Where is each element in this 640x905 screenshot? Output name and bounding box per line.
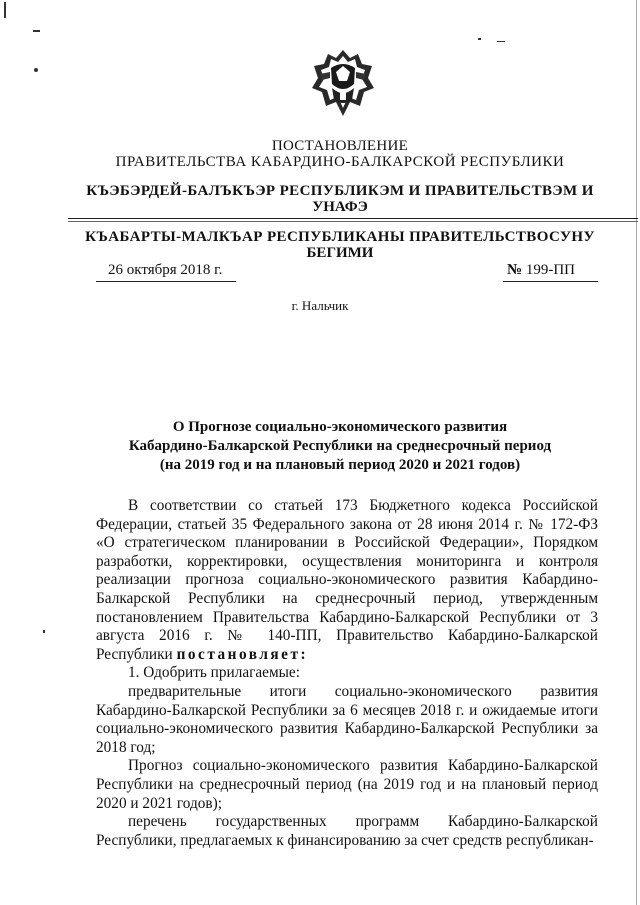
coat-of-arms-emblem — [310, 48, 376, 120]
title-line-1: О Прогнозе социально-экономического развития — [172, 419, 508, 435]
number-label: № — [507, 262, 523, 278]
header-divider-thin — [68, 221, 638, 222]
header-line-5: КЪАБАРТЫ-МАЛКЪАР РЕСПУБЛИКАНЫ ПРАВИТЕЛЬСТВОСУНУ — [85, 229, 595, 245]
paragraph-preamble — [96, 497, 598, 664]
paragraph-forecast: Прогноз социально-экономического развития Кабардино-Балкарской Республики на среднесрочный период (на 2019 год и на плановый период 2020 и 2021 годов); — [96, 757, 598, 812]
scan-mark — [4, 2, 6, 18]
header-line-4: УНАФЭ — [312, 199, 368, 215]
header-line-2: ПРАВИТЕЛЬСТВА КАБАРДИНО-БАЛКАРСКОЙ РЕСПУБЛИКИ — [115, 154, 565, 170]
paragraph-programs: перечень государственных программ Кабардино-Балкарской Республики, предлагаемых к финансированию за счет средств республикан- — [96, 813, 598, 849]
paragraph-approve: 1. Одобрить прилагаемые: — [128, 664, 300, 682]
title-line-2: Кабардино-Балкарской Республики на среднесрочный период — [128, 438, 552, 454]
document-number — [507, 262, 575, 279]
number-value: 199-ПП — [525, 262, 575, 278]
header-line-1: ПОСТАНОВЛЕНИЕ — [271, 138, 409, 154]
scan-mark — [43, 630, 45, 633]
number-underline — [503, 281, 598, 282]
decree-word: постановляет: — [176, 645, 309, 663]
document-body — [96, 497, 598, 850]
city: г. Нальчик — [291, 298, 349, 313]
date-underline — [96, 281, 236, 282]
title-line-3: (на 2019 год и на плановый период 2020 и 2021 годов) — [159, 457, 521, 473]
scan-mark — [34, 68, 38, 72]
header-line-3: КЪЭБЭРДЕЙ-БАЛЪКЪЭР РЕСПУБЛИКЭМ И ПРАВИТЕЛЬСТВЭМ И — [86, 183, 594, 199]
preamble-text: В соответствии со статьей 173 Бюджетного кодекса Российской Федерации, статьей 35 Федерального закона от 28 июня 2014 г. № 172-ФЗ «О стратегическом планировании в Российской Федерации», Порядком разработки, корректировки, осуществления мониторинга и контроля реализации прогноза социально-экономического развития Кабардино-Балкарской Республики на среднесрочный период, утвержденным постановлением Правительства Кабардино-Балкарской Республики от 3 августа 2016 г. № 140-ПП, Правительство Кабардино-Балкарской Республики — [96, 497, 598, 663]
paragraph-results: предварительные итоги социально-экономического развития Кабардино-Балкарской Республики за 6 месяцев 2018 г. и ожидаемые итоги социально-экономического развития Кабардино-Балкарской Республики за 2018 год; — [96, 682, 598, 756]
scan-mark — [636, 0, 637, 905]
document-date: 26 октября 2018 г. — [108, 262, 223, 278]
header-divider — [68, 218, 638, 219]
scan-mark — [497, 41, 505, 42]
scan-mark — [478, 38, 481, 40]
scan-mark — [33, 30, 40, 32]
header-line-6: БЕГИМИ — [306, 245, 374, 261]
